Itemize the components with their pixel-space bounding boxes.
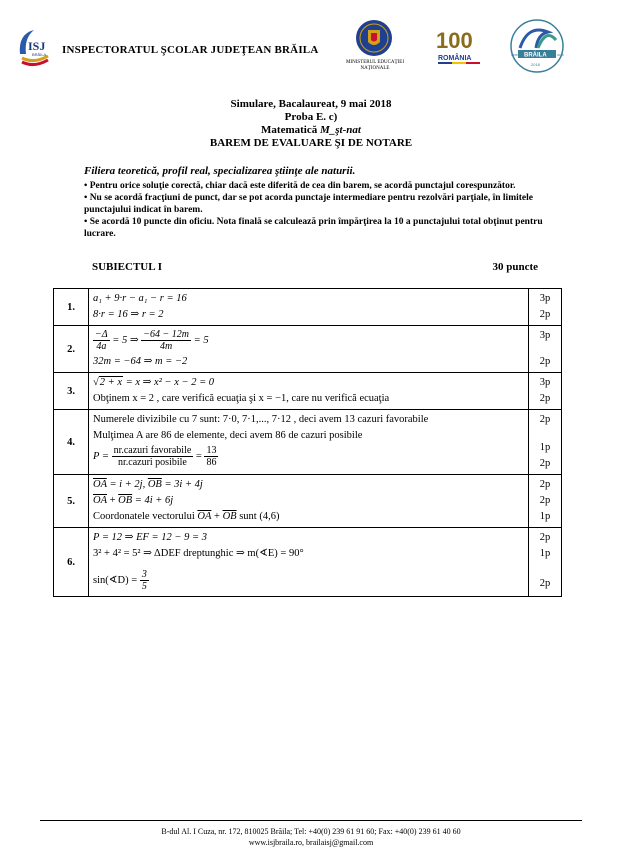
footer-divider [40,820,582,821]
footer-address: B-dul Al. I Cuza, nr. 172, 810025 Brăila; Tel: +40(0) 239 61 91 60; Fax: +40(0) 239 61 40 60 [161,827,461,836]
svg-text:ISJ: ISJ [28,39,46,53]
fraction: $\frac{-64 - 12m}{4m}$ [143,329,189,353]
solution-cell: Numerele divizibile cu 7 sunt: 7·0, 7·1,..., 7·12 , deci avem 13 cazuri favorabile Mulţimea A are 86 de elemente, deci avem 86 de cazuri posibile P = $\frac{\text{nr.cazuri favorabile}}{\text{nr.cazuri posibile}}$ = $\frac{13}{86}$ [89,410,529,475]
svg-text:BRĂILA: BRĂILA [524,52,547,59]
points-cell: 2p 1p 2p [529,528,562,597]
item-number: 3. [54,373,89,410]
isj-title: INSPECTORATUL ŞCOLAR JUDEŢEAN BRĂILA [62,44,319,56]
item-number: 4. [54,410,89,475]
points-cell: 3p 2p [529,289,562,326]
title-subject: Matematică M_şt-nat [261,124,361,136]
solution-cell: √2 + x = x ⇒ x² − x − 2 = 0 Obţinem x = 2 , care verifică ecuaţia şi x = −1, care nu verifică ecuaţia [89,373,529,410]
table-row [54,289,562,326]
points-cell: 2p 2p 1p [529,475,562,528]
title-session: Simulare, Bacalaureat, 9 mai 2018 [230,98,392,110]
table-row [54,373,562,410]
svg-text:BRĂILA: BRĂILA [32,52,47,57]
svg-text:2018: 2018 [531,62,540,67]
subject-heading [92,261,538,273]
solution-cell: P = 12 ⇒ EF = 12 − 9 = 3 3² + 4² = 5² ⇒ ΔDEF dreptunghic ⇒ m(∢E) = 90° sin(∢D) = $\frac{3}{5}$ [89,528,529,597]
instructions [84,165,544,240]
ministry-crest-icon [354,18,394,58]
fraction: $\frac{3}{5}$ [141,569,147,593]
item-number: 1. [54,289,89,326]
svg-text:2018: 2018 [557,53,564,57]
item-number: 5. [54,475,89,528]
document-titles [0,98,622,150]
table-row [54,326,562,373]
braila-anniversary-logo [508,18,566,74]
footer-contact: www.isjbraila.ro, brailaisj@gmail.com [248,838,374,847]
fraction: $\frac{\text{nr.cazuri favorabile}}{\text{nr.cazuri posibile}}$ [113,445,192,469]
svg-text:1368: 1368 [511,53,518,57]
subject-points: 30 puncte [492,261,538,273]
points-cell: 3p 2p [529,373,562,410]
title-proba: Proba E. c) [284,111,338,123]
item-number: 2. [54,326,89,373]
barem-table [53,288,562,597]
points-cell: 3p 2p [529,326,562,373]
svg-text:100: 100 [436,28,473,53]
fraction: $\frac{13}{86}$ [206,445,217,469]
title-barem: BAREM DE EVALUARE ŞI DE NOTARE [209,137,413,149]
instruction-bullet: • Se acordă 10 puncte din oficiu. Nota finală se calculează prin împărţirea la 10 a punctajului total obţinut pentru lucrare. [84,217,543,239]
page-footer [0,826,622,848]
solution-cell: $\frac{-\Delta}{4a}$ = 5 ⇒ $\frac{-64 - 12m}{4m}$ = 5 32m = −64 ⇒ m = −2 [89,326,529,373]
table-row [54,528,562,597]
instruction-bullet: • Pentru orice soluţie corectă, chiar dacă este diferită de cea din barem, se acordă punctajul corespunzător. [84,181,516,191]
item-number: 6. [54,528,89,597]
table-row [54,410,562,475]
fraction: $\frac{-\Delta}{4a}$ [95,329,108,353]
solution-cell: a₁ + 9·r − a₁ − r = 16 8·r = 16 ⇒ r = 2 [89,289,529,326]
points-cell: 2p 1p 2p [529,410,562,475]
solution-cell: $\overline{OA} = i + 2j$, $\overline{OB} = 3i + 4j$ $\overline{OA} + \overline{OB} = 4i + 6j$ Coordonatele vectorului $\overline{OA} + \overline{OB}$ sunt (4,6) [89,475,529,528]
subject-label: SUBIECTUL I [92,261,163,273]
instruction-bullet: • Nu se acordă fracţiuni de punct, dar se pot acorda punctaje intermediare pentru rezolvări parţiale, în limitele punctajului indicat în barem. [84,193,533,215]
svg-text:ROMÂNIA: ROMÂNIA [438,55,472,62]
ministry-text: MINISTERUL EDUCAŢIEI NAŢIONALE [345,60,404,71]
filiera-text: Filiera teoretică, profil real, specializarea ştiinţe ale naturii. [84,165,356,177]
isj-logo [14,24,54,68]
table-row [54,475,562,528]
centenar-logo [432,22,488,66]
page-header [14,18,610,78]
